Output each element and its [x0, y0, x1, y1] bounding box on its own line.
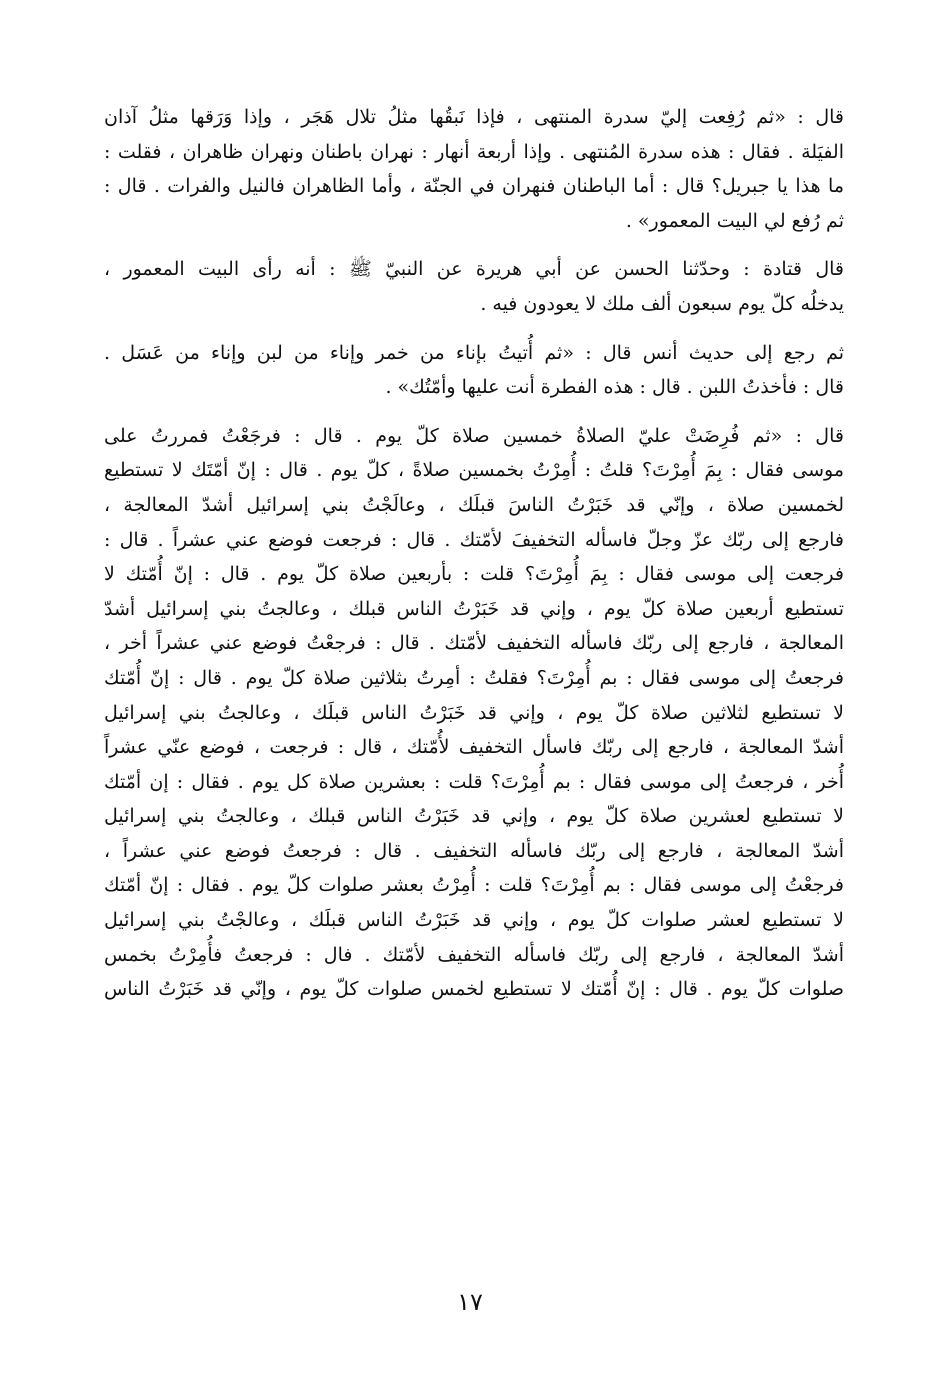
text-line: أشدّ المعالجة ، فارجع إلى ربّك فاسأله التخفيف . قال : فرجعتُ فوضع عني عشراً ، [104, 839, 844, 862]
text-line: قال : «ثم رُفِعت إليّ سدرة المنتهى ، فإذا نَبقُها مثلُ تلال هَجَر ، وإذا وَرَقها مثلُ آذان [104, 106, 844, 128]
text-line: ثم رجع إلى حديث أنس قال : «ثم أُتيتُ بإناء من خمر وإناء من لبن وإناء من عَسَل . [104, 341, 844, 364]
paragraph [104, 336, 844, 405]
text-line: صلوات كلّ يوم . قال : إنّ أُمّتك لا تستطيع لخمس صلوات كلّ يوم ، وإنّي قد خَبَرْتُ الناس [104, 978, 844, 1001]
text-line: قال : «ثم فُرِضَتْ عليّ الصلاةُ خمسين صلاة كلّ يوم . قال : فرجَعْتُ فمررتُ على [104, 424, 844, 447]
text-line: تستطيع أربعين صلاة كلّ يوم ، وإني قد خَبَرْتُ الناس قبلك ، وعالجتُ بني إسرائيل أشدّ [104, 597, 844, 620]
text-line: لخمسين صلاة ، وإنّي قد خَبَرْتُ الناسَ قبلَك ، وعالَجْتُ بني إسرائيل أشدّ المعالجة ، [104, 493, 844, 516]
text-line: الفيَلة . فقال : هذه سدرة المُنتهى . وإذا أربعة أنهار : نهران باطنان ونهران ظاهران ، فقلت : [104, 140, 844, 163]
text-line: موسى فقال : بِمَ أُمِرْتَ؟ قلتُ : أُمِرْتُ بخمسين صلاةً ، كلّ يوم . قال : إنّ أمّتَك لا تستطيع [104, 459, 844, 482]
text-line: ثم رُفع لي البيت المعمور» . [625, 209, 844, 232]
body-text [104, 100, 844, 1021]
text-line: ما هذا يا جبريل؟ قال : أما الباطنان فنهران في الجنّة ، وأما الظاهران فالنيل والفرات . قال : [104, 175, 844, 198]
text-line: لا تستطيع لعشر صلوات كلّ يوم ، وإني قد خَبَرْتُ الناس قبلَك ، وعالجْتُ بني إسرائيل [104, 909, 844, 932]
text-line: يدخلُه كلّ يوم سبعون ألف ملك لا يعودون فيه . [480, 292, 844, 315]
text-line: لا تستطيع لعشرين صلاة كلّ يوم ، وإني قد خَبَرْتُ الناس قبلك ، وعالجتُ بني إسرائيل [104, 805, 844, 828]
text-line: أشدّ المعالجة ، فارجع إلى ربّك فاسأل التخفيف لأُمّتك ، قال : فرجعت ، فوضع عنّي عشراً [104, 736, 844, 759]
text-line: فرجعتُ إلى موسى فقال : بم أُمِرْتَ؟ فقلتُ : أمِرتُ بثلاثين صلاة كلّ يوم . قال : إنّ أُمّتك [104, 666, 844, 689]
page-number: ١٧ [457, 1288, 483, 1316]
text-line: أُخر ، فرجعتُ إلى موسى فقال : بم أُمِرْتَ؟ قلت : بعشرين صلاة كل يوم . فقال : إن أمّتك [104, 770, 844, 793]
text-line: قال قتادة : وحدّثنا الحسن عن أبي هريرة عن النبيّ ﷺ : أنه رأى البيت المعمور ، [104, 258, 844, 281]
text-line: لا تستطيع لثلاثين صلاة كلّ يوم ، وإني قد خَبَرْتُ الناس قبلَك ، وعالجتُ بني إسرائيل [104, 701, 844, 724]
text-line: فرجعت إلى موسى فقال : بِمَ أُمِرْتَ؟ قلت : بأربعين صلاة كلّ يوم . قال : إنّ أُمّتك لا [104, 563, 844, 586]
text-line: فرجعْتُ إلى موسى فقال : بم أُمِرْتَ؟ قلت : أُمِرْتُ بعشر صلوات كلّ يوم . فقال : إنّ أمّتك [104, 874, 844, 897]
paragraph [104, 252, 844, 321]
paragraph [104, 419, 844, 1007]
text-line: فارجع إلى ربّك عزّ وجلّ فاسأله التخفيفَ لأمّتك . قال : فرجعت فوضع عني عشراً . قال : [104, 528, 844, 551]
text-line: المعالجة ، فارجع إلى ربّك فاسأله التخفيف لأمّتك . قال : فرجعْتُ فوضع عني عشراً أخر ، [104, 632, 844, 655]
paragraph [104, 100, 844, 238]
text-line: قال : فأخذتُ اللبن . قال : هذه الفطرة أنت عليها وأمّتُك» . [385, 376, 844, 399]
text-line: أشدّ المعالجة ، فارجع إلى ربّك فاسأله التخفيف لأمّتك . فال : فرجعتُ فأُمِرْتُ بخمس [104, 943, 844, 966]
